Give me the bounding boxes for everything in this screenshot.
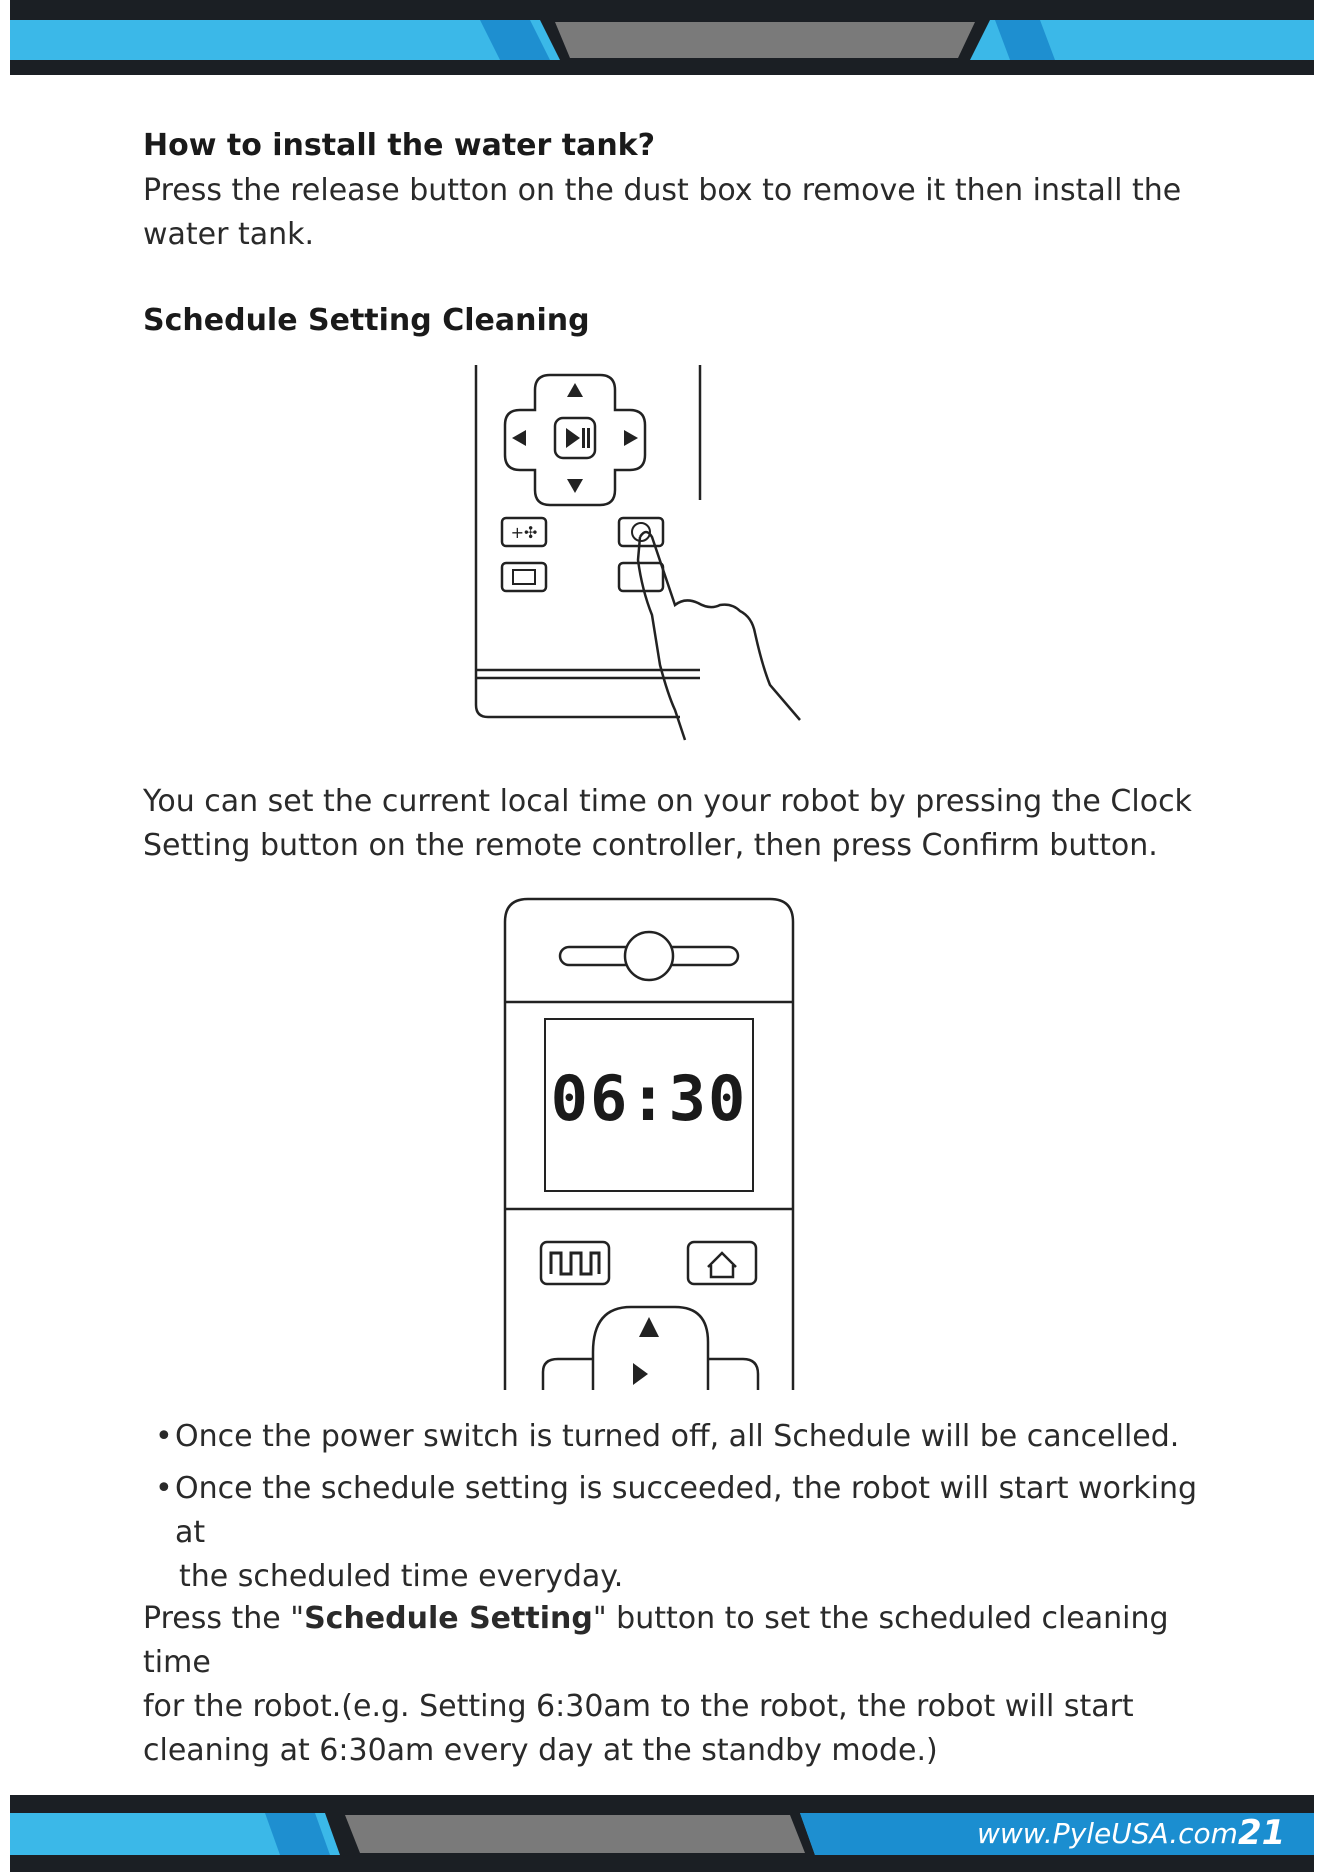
remote-display-illustration: [503, 897, 798, 1394]
home-icon: [708, 1253, 736, 1277]
final-bold: Schedule Setting: [304, 1601, 593, 1636]
final-prefix: Press the ": [143, 1601, 305, 1636]
final-line3: cleaning at 6:30am every day at the standby mode.): [143, 1733, 938, 1768]
clock-paragraph: [143, 780, 1203, 868]
remote-clock-illustration: [470, 365, 850, 779]
lcd-time: 06:30: [550, 1062, 748, 1135]
clock-line2: Setting button on the remote controller, then press Confirm button.: [143, 828, 1158, 863]
header-band: [10, 0, 1314, 75]
play-icon: [566, 428, 580, 448]
water-tank-body: [143, 169, 1203, 257]
final-line2: for the robot.(e.g. Setting 6:30am to the robot, the robot will start: [143, 1689, 1134, 1724]
bullet-item: [155, 1415, 1215, 1459]
bullet-line1: Once the schedule setting is succeeded, the robot will start working at: [175, 1471, 1198, 1550]
down-arrow-icon: [567, 479, 583, 493]
footer-website: www.PyleUSA.com: [977, 1817, 1238, 1850]
final-suffix: " button to set the scheduled cleaning time: [143, 1601, 1169, 1680]
water-tank-heading: How to install the water tank?: [143, 128, 656, 163]
slider-knob: [625, 932, 673, 980]
bullet-dot-icon: •: [155, 1471, 173, 1506]
left-arrow-icon: [512, 430, 526, 446]
final-line1: [143, 1597, 1203, 1685]
clock-line1: You can set the current local time on your robot by pressing the Clock: [143, 784, 1192, 819]
mode-button: [502, 563, 546, 591]
footer-band: [10, 1795, 1314, 1872]
right-arrow-icon: [624, 430, 638, 446]
bullet-line2: the scheduled time everyday.: [179, 1559, 624, 1594]
bullet-item: [155, 1467, 1215, 1599]
svg-text:+✣: +✣: [510, 523, 538, 542]
water-tank-body-line2: water tank.: [143, 217, 315, 252]
bullet-line1: Once the power switch is turned off, all Schedule will be cancelled.: [175, 1419, 1180, 1454]
schedule-heading: Schedule Setting Cleaning: [143, 303, 590, 338]
bullet-dot-icon: •: [155, 1419, 173, 1454]
up-arrow-icon: [567, 383, 583, 397]
footer-page-number: 21: [1238, 1813, 1286, 1853]
final-paragraph: [143, 1597, 1203, 1773]
water-tank-body-line1: Press the release button on the dust box to remove it then install the: [143, 173, 1182, 208]
